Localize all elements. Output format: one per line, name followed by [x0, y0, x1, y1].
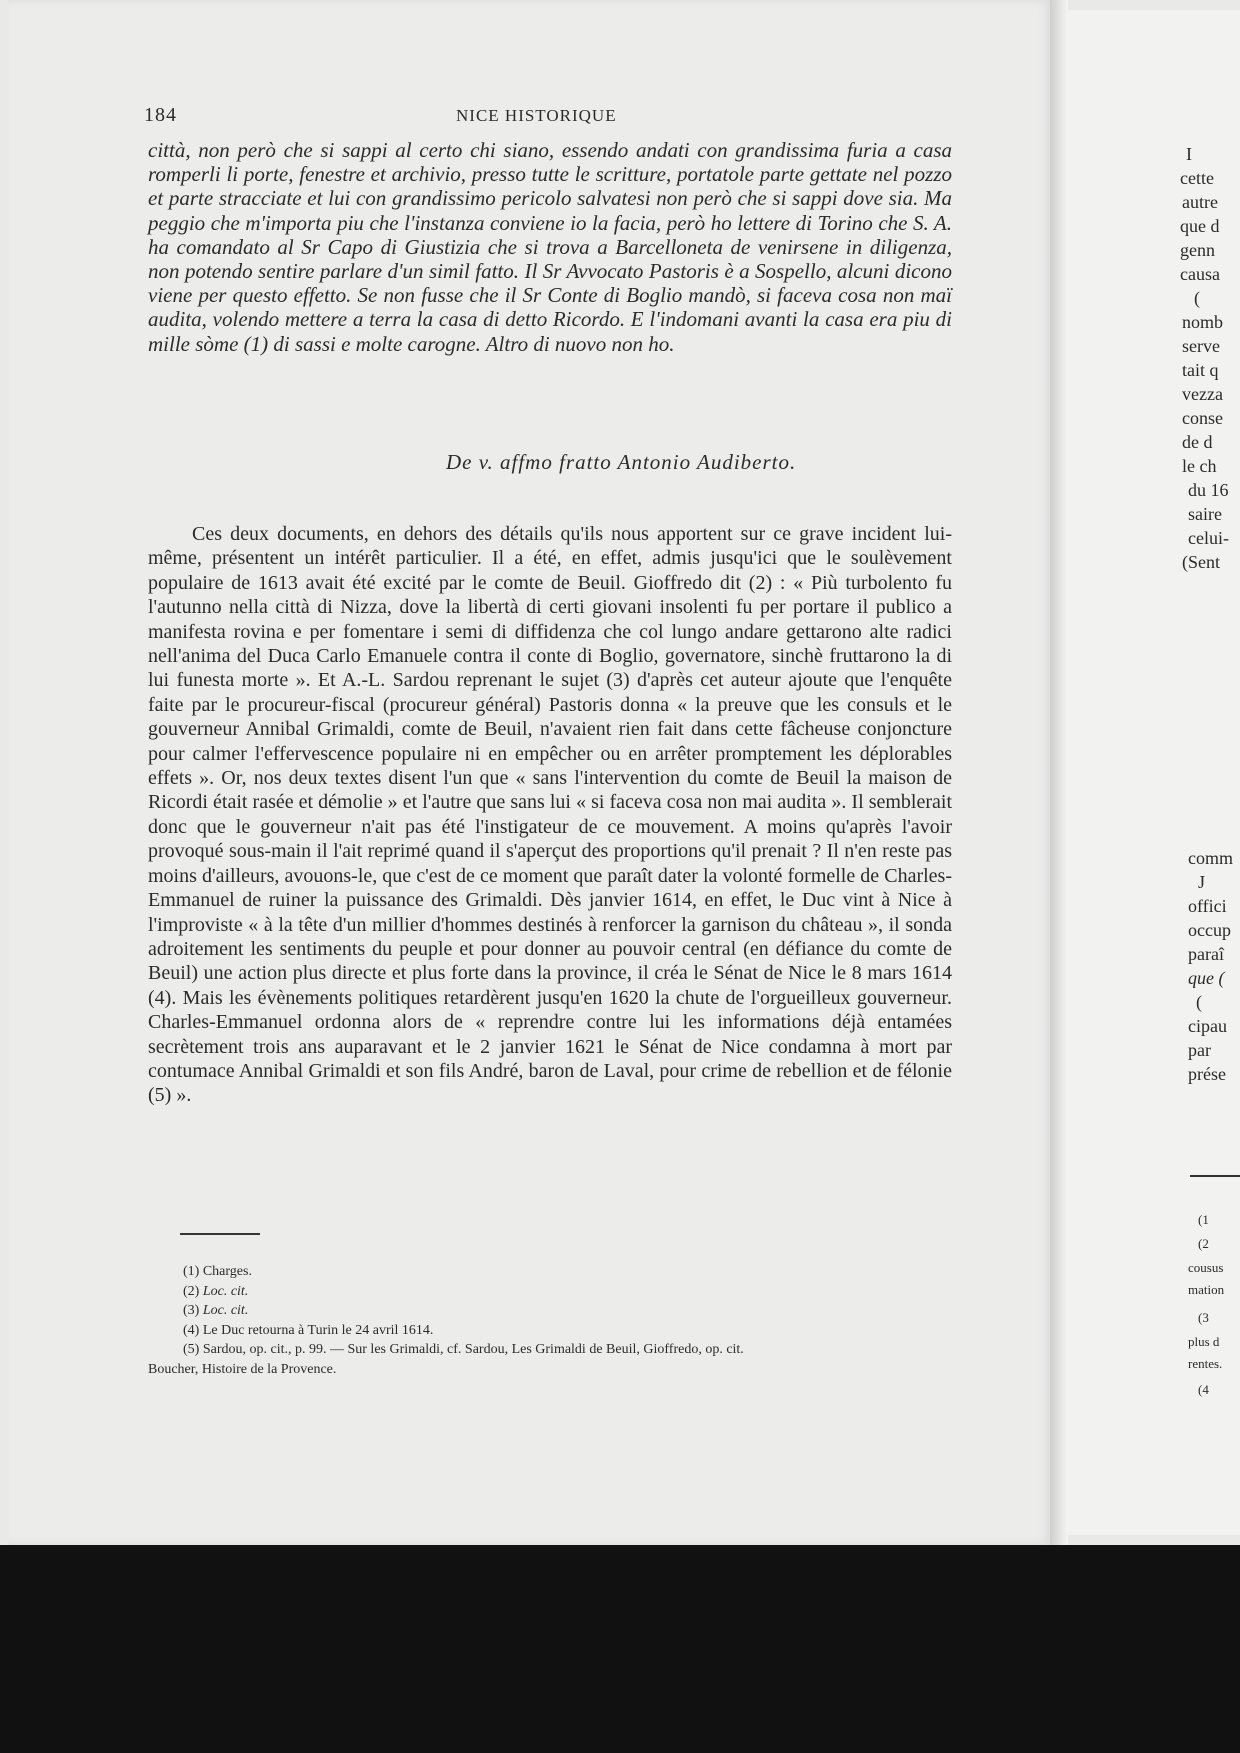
page-header	[144, 104, 954, 128]
right-page-fragment: mation	[1188, 1282, 1225, 1297]
right-page-fragment: nomb	[1182, 312, 1224, 332]
right-page-fragment: (4	[1198, 1382, 1209, 1397]
right-page-fragment: conse	[1182, 408, 1223, 428]
body-paragraph: Ces deux documents, en dehors des détails qu'ils nous apportent sur ce grave incident lui-même, présentent un intérêt particulier. Il a été, en effet, admis jusqu'ici que le soulèvement populaire de 1613 avait été excité par le comte de Beuil. Gioffredo dit (2) : « Più turbolento fu l'autunno nella città di Nizza, dove la libertà di certi giovani insolenti fu per portare il publico a manifesta rovina e per fomentare i semi di diffidenza che col lungo andare gettarono alte radici nell'anima del Duca Carlo Emanuele contra il conte di Boglio, governatore, sinchè fruttarono la di lui funesta morte ». Et A.-L. Sardou reprenant le sujet (3) d'après cet auteur ajoute que l'enquête faite par le procureur-fiscal (procureur général) Pastoris donna « la preuve que les consuls et le gouverneur Annibal Grimaldi, comte de Beuil, n'avaient rien fait dans cette fâcheuse conjoncture pour calmer l'effervescence populaire ni en empêcher ou en arrêter promptement les déplorables effets ». Or, nos deux textes disent l'un que « sans l'intervention du comte de Beuil la maison de Ricordi était rasée et démolie » et l'autre que sans lui « si faceva cosa non mai audita ». Il semblerait donc que le gouverneur n'ait pas été l'instigateur de ce mouvement. A moins qu'après l'avoir provoqué sous-main il l'ait reprimé quand il s'aperçut des proportions qu'il prenait ? Il n'en reste pas moins d'ailleurs, avouons-le, que c'est de ce moment que paraît dater la volonté formelle de Charles-Emmanuel de ruiner la puissance des Grimaldi. Dès janvier 1614, en effet, le Duc vint à Nice à l'improviste « à la tête d'un millier d'hommes destinés à renforcer la garnison du château », il sonda adroitement les sentiments du peuple et pour donner au pouvoir central (en défiance du comte de Beuil) une action plus directe et plus forte dans la province, il créa le Sénat de Nice le 8 mars 1614 (4). Mais les évènements politiques retardèrent jusqu'en 1620 la chute de l'orgueilleux gouverneur. Charles-Emmanuel ordonna alors de « reprendre contre lui les informations déjà entamées secrètement trois ans auparavant et le 2 janvier 1621 le Sénat de Nice condamna à mort par contumace Annibal Grimaldi et son fils André, baron de Laval, pour crime de rebellion et de félonie (5) ».	[148, 523, 952, 1107]
right-page-footnote-rule	[1190, 1175, 1240, 1177]
right-page-fragment: I	[1186, 144, 1192, 164]
right-page-fragment: plus d	[1188, 1334, 1220, 1349]
right-page-fragment: que (	[1188, 968, 1225, 988]
footnote-3: (3) Loc. cit.	[183, 1303, 249, 1319]
right-page-fragment: comm	[1188, 848, 1233, 868]
right-page-fragment: rentes.	[1188, 1356, 1223, 1371]
running-title: NICE HISTORIQUE	[456, 106, 617, 125]
right-page	[1066, 10, 1240, 1535]
scanner-bottom-band	[0, 1545, 1240, 1753]
right-page-fragment: (	[1194, 288, 1200, 308]
footnote-1: (1) Charges.	[183, 1264, 252, 1279]
right-page-fragment: par	[1188, 1040, 1211, 1060]
right-page-fragment: offici	[1188, 896, 1227, 916]
right-page-fragment: saire	[1188, 504, 1222, 524]
letter-quotation: città, non però che si sappi al certo chi siano, essendo andati con grandissima furia a casa romperli li porte, fenestre et archivio, presso tutte le scritture, portatole parte gettate nel pozzo et parte stracciate et lui con grandissimo pericolo salvatesi non però che si sappi dove sia. Ma peggio che m'importa piu che l'instanza conviene io la facia, però ho lettere di Torino che S. A. ha comandato al Sr Capo di Giustizia che si trova a Barcelloneta de venirsene in diligenza, non potendo sentire parlare d'un simil fatto. Il Sr Avvocato Pastoris è a Sospello, alcuni dicono viene per questo effetto. Se non fusse che il Sr Conte di Boglio mandò, si faceva cosa non maï audita, volendo mettere a terra la casa di detto Ricordo. E l'indomani avanti la casa era piu di mille sòme (1) di sassi e molte carogne. Altro di nuovo non ho.	[148, 138, 952, 356]
right-page-fragment: causa	[1180, 264, 1220, 284]
right-page-fragment: serve	[1182, 336, 1220, 356]
footnote-4: (4) Le Duc retourna à Turin le 24 avril 1614.	[183, 1322, 434, 1338]
right-page-fragment: genn	[1180, 240, 1215, 260]
footnote-separator	[180, 1233, 260, 1235]
right-page-fragment: autre	[1182, 192, 1218, 212]
right-page-fragment: J	[1198, 872, 1206, 892]
right-page-fragment: paraî	[1188, 944, 1224, 964]
footnote-2: (2) Loc. cit.	[183, 1283, 249, 1299]
right-page-fragment: cousus	[1188, 1260, 1224, 1275]
right-page-fragment: (3	[1198, 1310, 1209, 1325]
right-page-fragment: du 16	[1188, 480, 1229, 500]
right-page-fragment: (	[1196, 992, 1202, 1012]
right-page-fragment: (1	[1198, 1212, 1209, 1227]
right-page-fragment: (2	[1198, 1236, 1209, 1251]
right-page-fragment: le ch	[1182, 456, 1217, 476]
right-page-fragment: cette	[1180, 168, 1214, 188]
right-page-fragment: (Sent	[1182, 552, 1220, 572]
right-page-fragment: cipau	[1188, 1016, 1227, 1036]
right-page-fragment: prése	[1188, 1064, 1226, 1084]
right-page-fragment: de d	[1182, 432, 1213, 452]
right-page-fragment: celui-	[1188, 528, 1229, 548]
letter-signature: De v. affmo fratto Antonio Audiberto.	[446, 450, 797, 474]
right-page-fragment: occup	[1188, 920, 1231, 940]
footnote-5: (5) Sardou, op. cit., p. 99. — Sur les Grimaldi, cf. Sardou, Les Grimaldi de Beuil, Gioffredo, op. cit.	[183, 1342, 744, 1358]
footnotes	[148, 1262, 958, 1380]
right-page-fragment: tait q	[1182, 360, 1219, 380]
right-page-fragment: que d	[1180, 216, 1220, 236]
page-number: 184	[144, 104, 177, 126]
footnote-5-continuation: Boucher, Histoire de la Provence.	[148, 1361, 337, 1377]
right-page-fragment: vezza	[1182, 384, 1223, 404]
